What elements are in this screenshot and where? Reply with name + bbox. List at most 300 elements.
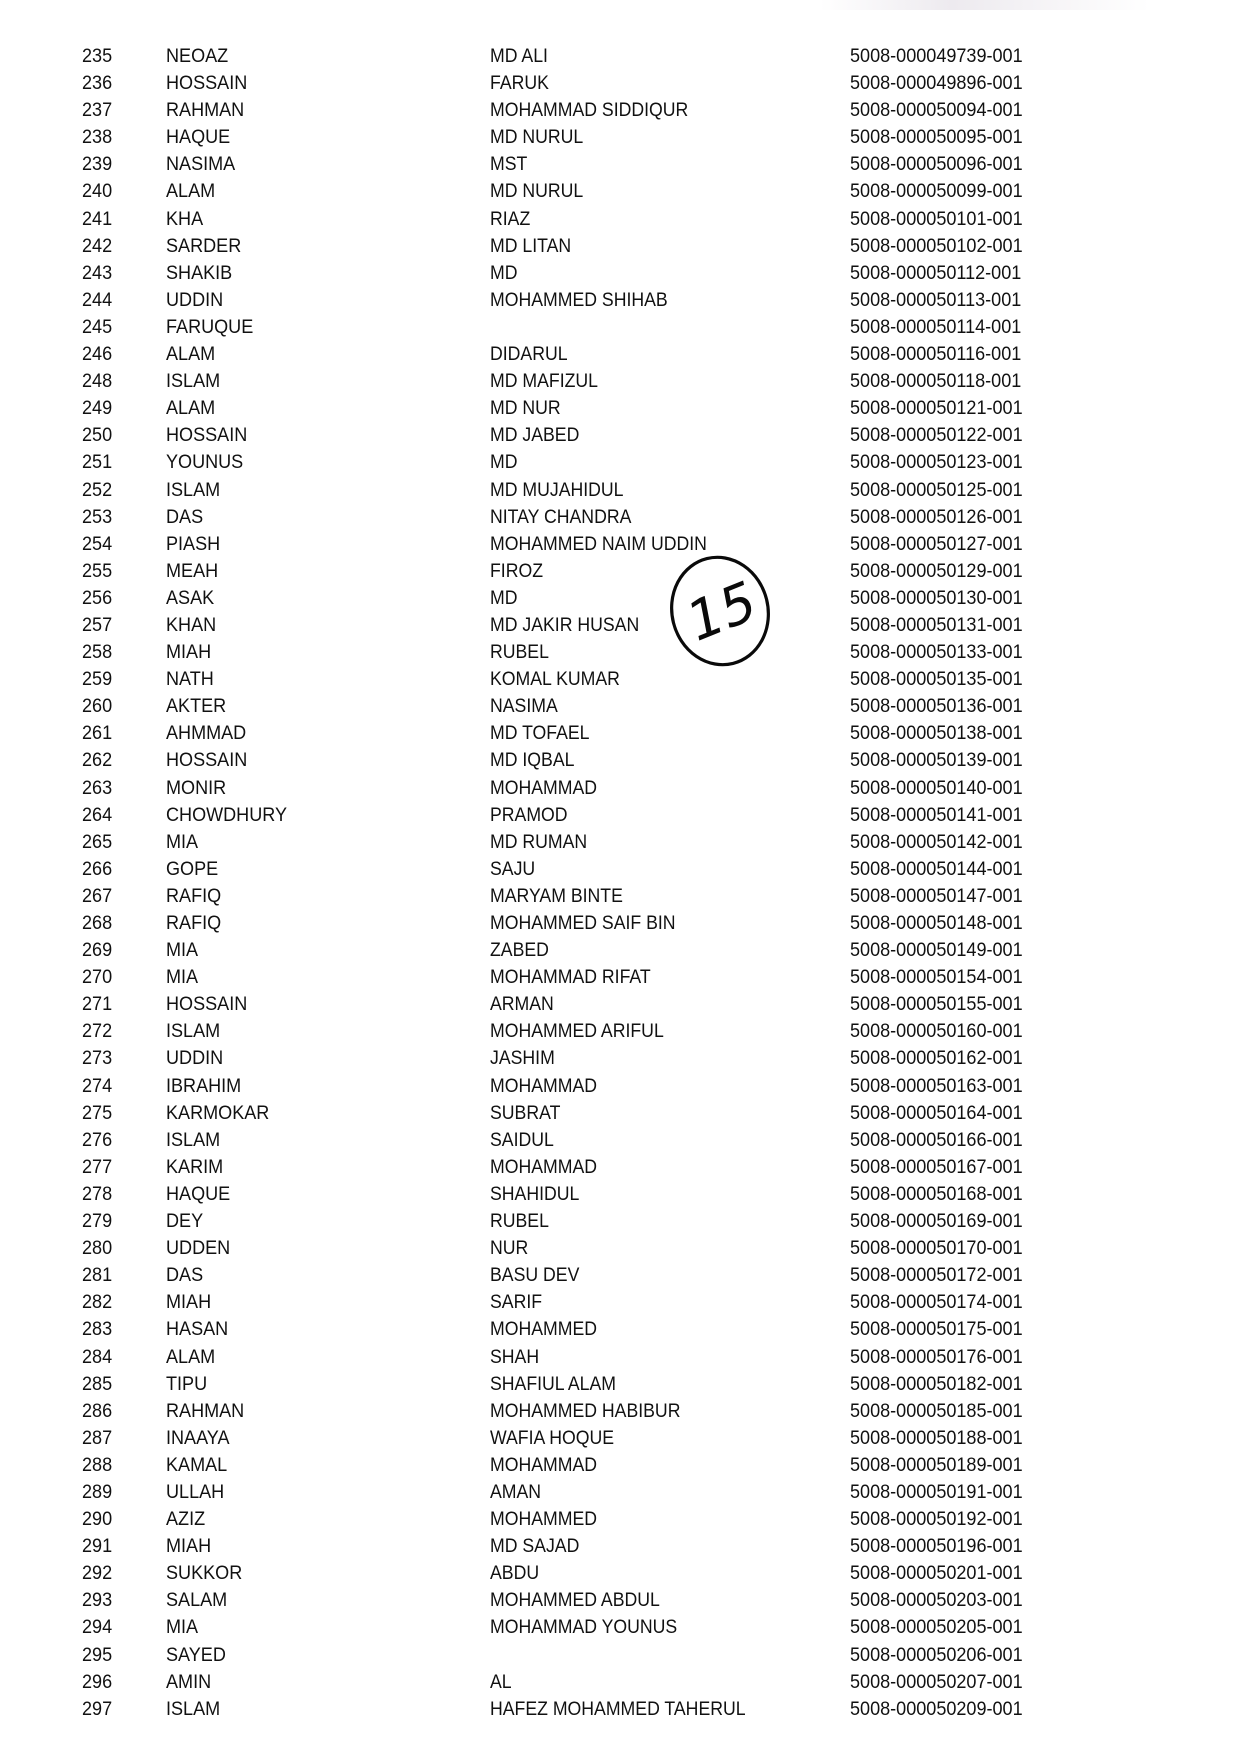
registration-id: 5008-000050123-001 [850, 452, 1023, 474]
row-number: 278 [82, 1183, 113, 1205]
list-row [0, 1696, 1240, 1723]
registration-id: 5008-000050140-001 [850, 777, 1023, 799]
last-name: KHA [166, 208, 204, 230]
row-number: 267 [82, 885, 113, 907]
list-row [0, 422, 1240, 449]
registration-id: 5008-000050139-001 [850, 750, 1023, 772]
first-name: AL [490, 1671, 512, 1693]
row-number: 262 [82, 750, 113, 772]
last-name: MIA [166, 967, 199, 989]
first-name: SAIDUL [490, 1129, 554, 1151]
first-name: FIROZ [490, 560, 544, 582]
last-name: CHOWDHURY [166, 804, 288, 826]
first-name: MD [490, 452, 518, 474]
last-name: ALAM [166, 344, 216, 366]
registration-id: 5008-000050155-001 [850, 994, 1023, 1016]
row-number: 295 [82, 1644, 113, 1666]
first-name: MD JAKIR HUSAN [490, 614, 640, 636]
row-number: 235 [82, 46, 113, 67]
first-name: JASHIM [490, 1048, 555, 1070]
registration-id: 5008-000050163-001 [850, 1075, 1023, 1097]
row-number: 264 [82, 804, 113, 826]
last-name: IBRAHIM [166, 1075, 242, 1097]
first-name: MOHAMMED SHIHAB [490, 289, 668, 311]
row-number: 241 [82, 208, 113, 230]
last-name: SARDER [166, 235, 242, 257]
registration-id: 5008-000050102-001 [850, 235, 1023, 257]
registration-id: 5008-000050131-001 [850, 614, 1023, 636]
first-name: MD SAJAD [490, 1536, 580, 1558]
registration-id: 5008-000050205-001 [850, 1617, 1023, 1639]
registration-id: 5008-000050164-001 [850, 1102, 1023, 1124]
handwritten-page-number-stamp [664, 550, 774, 670]
first-name: MST [490, 154, 528, 176]
list-row [0, 1181, 1240, 1208]
row-number: 289 [82, 1481, 113, 1503]
last-name: ALAM [166, 1346, 216, 1368]
first-name: MD MUJAHIDUL [490, 479, 624, 501]
first-name: MD MAFIZUL [490, 371, 598, 393]
row-number: 281 [82, 1265, 113, 1287]
list-row [0, 395, 1240, 422]
first-name: MOHAMMAD [490, 777, 598, 799]
row-number: 249 [82, 398, 113, 420]
registration-id: 5008-000050138-001 [850, 723, 1023, 745]
first-name: MARYAM BINTE [490, 885, 623, 907]
row-number: 282 [82, 1292, 113, 1314]
row-number: 256 [82, 587, 113, 609]
registration-id: 5008-000050209-001 [850, 1698, 1023, 1720]
list-row [0, 314, 1240, 341]
registration-id: 5008-000050118-001 [850, 371, 1022, 393]
list-row [0, 666, 1240, 693]
last-name: RAHMAN [166, 100, 245, 122]
registration-id: 5008-000050116-001 [850, 344, 1022, 366]
first-name: KOMAL KUMAR [490, 669, 620, 691]
list-row [0, 856, 1240, 883]
last-name: ALAM [166, 181, 216, 203]
last-name: DAS [166, 1265, 204, 1287]
row-number: 271 [82, 994, 113, 1016]
list-row [0, 1506, 1240, 1533]
registration-id: 5008-000050126-001 [850, 506, 1023, 528]
list-row [0, 1642, 1240, 1669]
row-number: 288 [82, 1454, 113, 1476]
registration-id: 5008-000050203-001 [850, 1590, 1023, 1612]
last-name: DEY [166, 1211, 204, 1233]
registration-id: 5008-000050162-001 [850, 1048, 1023, 1070]
last-name: AZIZ [166, 1509, 206, 1531]
row-number: 243 [82, 262, 113, 284]
last-name: SHAKIB [166, 262, 233, 284]
registration-id: 5008-000050136-001 [850, 696, 1023, 718]
first-name: MOHAMMED ABDUL [490, 1590, 660, 1612]
last-name: ALAM [166, 398, 216, 420]
list-row [0, 991, 1240, 1018]
first-name: MOHAMMED NAIM UDDIN [490, 533, 707, 555]
list-row [0, 639, 1240, 666]
registration-id: 5008-000050099-001 [850, 181, 1023, 203]
registration-id: 5008-000050168-001 [850, 1183, 1023, 1205]
last-name: HOSSAIN [166, 73, 248, 95]
last-name: ISLAM [166, 1698, 221, 1720]
first-name: MD NURUL [490, 127, 584, 149]
list-row [0, 531, 1240, 558]
list-row [0, 1425, 1240, 1452]
list-row [0, 693, 1240, 720]
last-name: UDDIN [166, 289, 224, 311]
registration-id: 5008-000049739-001 [850, 46, 1023, 67]
row-number: 245 [82, 316, 113, 338]
row-number: 276 [82, 1129, 113, 1151]
first-name: SUBRAT [490, 1102, 561, 1124]
registration-id: 5008-000050144-001 [850, 858, 1023, 880]
first-name: MOHAMMED SAIF BIN [490, 913, 676, 934]
list-row [0, 341, 1240, 368]
registration-id: 5008-000050191-001 [850, 1481, 1023, 1503]
first-name: ARMAN [490, 994, 554, 1016]
last-name: PIASH [166, 533, 221, 555]
registration-id: 5008-000050141-001 [850, 804, 1023, 826]
list-row [0, 1316, 1240, 1343]
row-number: 236 [82, 73, 113, 95]
list-row [0, 1587, 1240, 1614]
row-number: 279 [82, 1211, 113, 1233]
list-row [0, 558, 1240, 585]
row-number: 268 [82, 913, 113, 934]
first-name: MD JABED [490, 425, 580, 447]
registration-id: 5008-000050142-001 [850, 831, 1023, 853]
row-number: 269 [82, 940, 113, 962]
first-name: MD [490, 262, 518, 284]
last-name: MIA [166, 831, 199, 853]
list-row [0, 612, 1240, 639]
list-row [0, 802, 1240, 829]
registration-id: 5008-000050189-001 [850, 1454, 1023, 1476]
row-number: 290 [82, 1509, 113, 1531]
row-number: 263 [82, 777, 113, 799]
first-name: RIAZ [490, 208, 531, 230]
list-row [0, 477, 1240, 504]
first-name: RUBEL [490, 642, 549, 664]
first-name: MD LITAN [490, 235, 572, 257]
first-name: MD ALI [490, 46, 548, 67]
last-name: MONIR [166, 777, 227, 799]
list-row [0, 124, 1240, 151]
registration-id: 5008-000050175-001 [850, 1319, 1023, 1341]
list-row [0, 260, 1240, 287]
first-name: FARUK [490, 73, 549, 95]
list-row [0, 287, 1240, 314]
page-number-mark: 15 [678, 569, 766, 654]
first-name: AMAN [490, 1481, 542, 1503]
row-number: 251 [82, 452, 113, 474]
first-name: MOHAMMED HABIBUR [490, 1400, 681, 1422]
first-name: MOHAMMED [490, 1319, 598, 1341]
last-name: MIA [166, 1617, 199, 1639]
row-number: 242 [82, 235, 113, 257]
name-list [0, 43, 1240, 1723]
last-name: AMIN [166, 1671, 212, 1693]
list-row [0, 178, 1240, 205]
registration-id: 5008-000050125-001 [850, 479, 1023, 501]
row-number: 297 [82, 1698, 113, 1720]
list-row [0, 775, 1240, 802]
last-name: HOSSAIN [166, 750, 248, 772]
first-name: MD RUMAN [490, 831, 588, 853]
row-number: 277 [82, 1156, 113, 1178]
row-number: 257 [82, 614, 113, 636]
last-name: RAHMAN [166, 1400, 245, 1422]
last-name: FARUQUE [166, 316, 254, 338]
row-number: 239 [82, 154, 113, 176]
last-name: ISLAM [166, 1129, 221, 1151]
list-row [0, 206, 1240, 233]
list-row [0, 1371, 1240, 1398]
row-number: 238 [82, 127, 113, 149]
last-name: KAMAL [166, 1454, 228, 1476]
row-number: 248 [82, 371, 113, 393]
last-name: INAAYA [166, 1427, 230, 1449]
last-name: UDDIN [166, 1048, 224, 1070]
registration-id: 5008-000049896-001 [850, 73, 1023, 95]
first-name: DIDARUL [490, 344, 568, 366]
last-name: SUKKOR [166, 1563, 243, 1585]
first-name: MD TOFAEL [490, 723, 590, 745]
list-row [0, 1018, 1240, 1045]
row-number: 265 [82, 831, 113, 853]
first-name: MD NURUL [490, 181, 584, 203]
row-number: 284 [82, 1346, 113, 1368]
row-number: 291 [82, 1536, 113, 1558]
list-row [0, 70, 1240, 97]
scan-smudge [820, 0, 1150, 10]
registration-id: 5008-000050206-001 [850, 1644, 1023, 1666]
list-row [0, 1235, 1240, 1262]
last-name: GOPE [166, 858, 219, 880]
last-name: HOSSAIN [166, 994, 248, 1016]
first-name: SAJU [490, 858, 536, 880]
registration-id: 5008-000050185-001 [850, 1400, 1023, 1422]
list-row [0, 1398, 1240, 1425]
list-row [0, 1533, 1240, 1560]
last-name: MEAH [166, 560, 219, 582]
registration-id: 5008-000050121-001 [850, 398, 1023, 420]
registration-id: 5008-000050154-001 [850, 967, 1023, 989]
registration-id: 5008-000050147-001 [850, 885, 1023, 907]
registration-id: 5008-000050122-001 [850, 425, 1023, 447]
registration-id: 5008-000050114-001 [850, 316, 1022, 338]
list-row [0, 1560, 1240, 1587]
first-name: ABDU [490, 1563, 540, 1585]
first-name: NUR [490, 1238, 529, 1260]
list-row [0, 883, 1240, 910]
row-number: 280 [82, 1238, 113, 1260]
last-name: TIPU [166, 1373, 208, 1395]
registration-id: 5008-000050201-001 [850, 1563, 1023, 1585]
registration-id: 5008-000050160-001 [850, 1021, 1023, 1043]
last-name: NATH [166, 669, 214, 691]
row-number: 286 [82, 1400, 113, 1422]
registration-id: 5008-000050166-001 [850, 1129, 1023, 1151]
list-row [0, 1100, 1240, 1127]
list-row [0, 1479, 1240, 1506]
registration-id: 5008-000050167-001 [850, 1156, 1023, 1178]
first-name: MOHAMMAD [490, 1156, 598, 1178]
row-number: 252 [82, 479, 113, 501]
row-number: 272 [82, 1021, 113, 1043]
last-name: ISLAM [166, 371, 221, 393]
last-name: ISLAM [166, 479, 221, 501]
row-number: 250 [82, 425, 113, 447]
registration-id: 5008-000050196-001 [850, 1536, 1023, 1558]
last-name: NEOAZ [166, 46, 229, 67]
list-row [0, 1669, 1240, 1696]
list-row [0, 747, 1240, 774]
list-row [0, 1289, 1240, 1316]
row-number: 294 [82, 1617, 113, 1639]
row-number: 255 [82, 560, 113, 582]
first-name: MOHAMMAD RIFAT [490, 967, 651, 989]
last-name: RAFIQ [166, 913, 222, 934]
list-row [0, 368, 1240, 395]
row-number: 237 [82, 100, 113, 122]
list-row [0, 829, 1240, 856]
first-name: ZABED [490, 940, 549, 962]
last-name: SAYED [166, 1644, 226, 1666]
list-row [0, 1154, 1240, 1181]
list-row [0, 964, 1240, 991]
list-row [0, 1127, 1240, 1154]
last-name: MIA [166, 940, 199, 962]
last-name: MIAH [166, 1536, 212, 1558]
registration-id: 5008-000050096-001 [850, 154, 1023, 176]
last-name: HAQUE [166, 127, 231, 149]
last-name: MIAH [166, 1292, 212, 1314]
list-row [0, 43, 1240, 70]
last-name: NASIMA [166, 154, 236, 176]
list-row [0, 233, 1240, 260]
last-name: AKTER [166, 696, 227, 718]
last-name: DAS [166, 506, 204, 528]
row-number: 246 [82, 344, 113, 366]
first-name: RUBEL [490, 1211, 549, 1233]
first-name: MD [490, 587, 518, 609]
row-number: 283 [82, 1319, 113, 1341]
list-row [0, 585, 1240, 612]
registration-id: 5008-000050172-001 [850, 1265, 1023, 1287]
registration-id: 5008-000050130-001 [850, 587, 1023, 609]
row-number: 253 [82, 506, 113, 528]
registration-id: 5008-000050101-001 [850, 208, 1023, 230]
registration-id: 5008-000050207-001 [850, 1671, 1023, 1693]
row-number: 287 [82, 1427, 113, 1449]
last-name: HOSSAIN [166, 425, 248, 447]
list-row [0, 1452, 1240, 1479]
registration-id: 5008-000050148-001 [850, 913, 1023, 934]
registration-id: 5008-000050182-001 [850, 1373, 1023, 1395]
row-number: 258 [82, 642, 113, 664]
row-number: 266 [82, 858, 113, 880]
registration-id: 5008-000050127-001 [850, 533, 1023, 555]
row-number: 260 [82, 696, 113, 718]
last-name: KARMOKAR [166, 1102, 270, 1124]
first-name: PRAMOD [490, 804, 568, 826]
list-row [0, 504, 1240, 531]
list-row [0, 1614, 1240, 1641]
last-name: ASAK [166, 587, 215, 609]
first-name: MOHAMMED [490, 1509, 598, 1531]
first-name: BASU DEV [490, 1265, 580, 1287]
list-row [0, 720, 1240, 747]
last-name: SALAM [166, 1590, 228, 1612]
registration-id: 5008-000050169-001 [850, 1211, 1023, 1233]
registration-id: 5008-000050095-001 [850, 127, 1023, 149]
last-name: UDDEN [166, 1238, 231, 1260]
registration-id: 5008-000050174-001 [850, 1292, 1023, 1314]
row-number: 261 [82, 723, 113, 745]
row-number: 292 [82, 1563, 113, 1585]
list-row [0, 1262, 1240, 1289]
first-name: SHAHIDUL [490, 1183, 580, 1205]
registration-id: 5008-000050112-001 [850, 262, 1022, 284]
row-number: 274 [82, 1075, 113, 1097]
row-number: 259 [82, 669, 113, 691]
last-name: RAFIQ [166, 885, 222, 907]
row-number: 270 [82, 967, 113, 989]
first-name: SARIF [490, 1292, 543, 1314]
list-row [0, 910, 1240, 937]
registration-id: 5008-000050113-001 [850, 289, 1022, 311]
registration-id: 5008-000050094-001 [850, 100, 1023, 122]
row-number: 254 [82, 533, 113, 555]
last-name: YOUNUS [166, 452, 244, 474]
row-number: 296 [82, 1671, 113, 1693]
first-name: MOHAMMED ARIFUL [490, 1021, 664, 1043]
last-name: KARIM [166, 1156, 224, 1178]
first-name: SHAFIUL ALAM [490, 1373, 617, 1395]
row-number: 240 [82, 181, 113, 203]
list-row [0, 449, 1240, 476]
row-number: 244 [82, 289, 113, 311]
first-name: MD NUR [490, 398, 561, 420]
list-row [0, 151, 1240, 178]
registration-id: 5008-000050176-001 [850, 1346, 1023, 1368]
row-number: 293 [82, 1590, 113, 1612]
last-name: HAQUE [166, 1183, 231, 1205]
first-name: MOHAMMAD [490, 1454, 598, 1476]
first-name: MOHAMMAD YOUNUS [490, 1617, 678, 1639]
first-name: MOHAMMAD SIDDIQUR [490, 100, 689, 122]
list-row [0, 937, 1240, 964]
first-name: SHAH [490, 1346, 540, 1368]
list-row [0, 1208, 1240, 1235]
row-number: 275 [82, 1102, 113, 1124]
list-row [0, 1045, 1240, 1072]
registration-id: 5008-000050135-001 [850, 669, 1023, 691]
last-name: AHMMAD [166, 723, 247, 745]
registration-id: 5008-000050149-001 [850, 940, 1023, 962]
first-name: MOHAMMAD [490, 1075, 598, 1097]
first-name: WAFIA HOQUE [490, 1427, 615, 1449]
last-name: ISLAM [166, 1021, 221, 1043]
last-name: KHAN [166, 614, 217, 636]
first-name: NITAY CHANDRA [490, 506, 632, 528]
registration-id: 5008-000050129-001 [850, 560, 1023, 582]
row-number: 285 [82, 1373, 113, 1395]
last-name: ULLAH [166, 1481, 225, 1503]
row-number: 273 [82, 1048, 113, 1070]
